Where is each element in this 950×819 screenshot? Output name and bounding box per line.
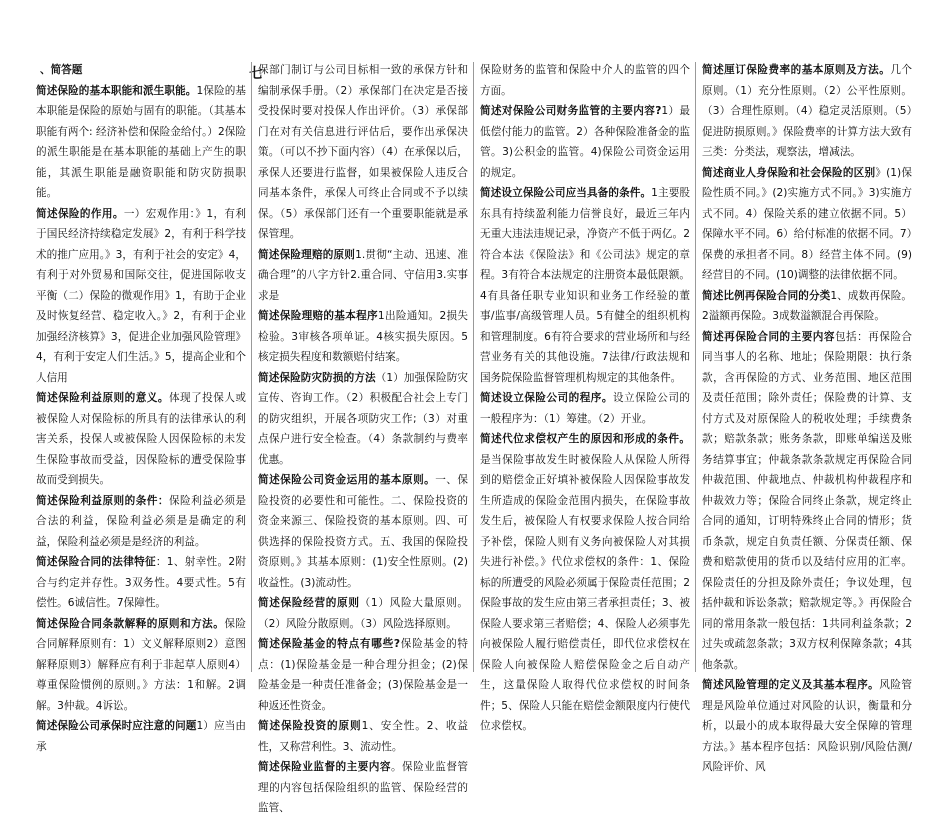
answer-text: 保险利益必须是合法的利益，保险利益必须是是确定的利益，保险利益必须是是经济的利益。	[36, 494, 246, 548]
document-page	[36, 60, 916, 814]
qa-paragraph	[36, 552, 246, 614]
question-text: 简述保险合同条款解释的原则和方法。	[36, 617, 225, 630]
question-text: 简述风险管理的定义及其基本程序。	[702, 679, 880, 691]
column-divider	[695, 62, 696, 672]
question-text: 简述保险利益原则的条件：	[36, 494, 169, 507]
qa-paragraph	[258, 593, 468, 634]
question-text: 简述保险的基本职能和派生职能。	[36, 84, 197, 97]
qa-paragraph	[702, 286, 912, 327]
answer-text: 一、保险投资的必要性和可能性。二、保险投资的资金来源三、保险投资的基本原则。四、可供选择的保险投资方式。五、我国的保险投资原则。》其基本原则：(1)安全性原则。(2)收益性。(3)流动性。	[258, 474, 468, 589]
qa-paragraph	[258, 306, 468, 368]
answer-text: （1）加强保险防灾宣传、咨询工作。（2）积极配合社会上专门的防灾组织，开展各项防灾工作;（3）对重点保户进行安全检查。（4）条款制约与费率优惠。	[258, 371, 468, 466]
qa-paragraph	[702, 60, 912, 163]
question-text: 简述比例再保险合同的分类	[702, 289, 831, 302]
section-heading: 、简答题	[40, 64, 83, 76]
question-text: 简述再保险合同的主要内容	[702, 330, 835, 343]
question-text: 简述保险基金的特点有哪些?	[258, 638, 401, 650]
qa-paragraph	[258, 60, 468, 245]
text-column-1	[36, 60, 246, 753]
qa-paragraph	[480, 101, 690, 183]
answer-text: 1、成数再保险。2溢额再保险。3成数溢额混合再保险。	[702, 289, 912, 322]
answer-text: 》(1)保险性质不同。》(2)实施方式不同。》3)实施方式不同。4）保险关系的建立依据不同。5）保障水平不同。6）给付标准的依据不同。7）保费的承担者不同。8）经营主体不同。(9)经营目的不同。(10)调整的法律依据不同。	[702, 166, 912, 281]
answer-text: 包括：再保险合同当事人的名称、地址；保险期限：执行条款，含再保险的方式、业务范围、地区范围及责任范围；除外责任；保险费的计算、支付方式及对原保险人的税收处理；手续费条款；赔款条款；账务条款，即账单编送及账务结算事宜；仲裁条款条款规定再保险合同仲裁范围、仲裁地点、仲裁机构仲裁程序和仲裁效力等；保险合同终止条款，规定终止合同的通知，订明特殊终止合同的情形；货币条款，规定自负责任额、分保责任额、保费和赔款使用的货币以及结付应用的汇率。保险责任的分担及除外责任；争议处理，包括仲裁和诉讼条款；赔款规定等。》再保险合同的常用条款一般包括：1共同利益条款；2过失或疏忽条款；3双方权利保障条款；4其他条款。	[702, 330, 912, 671]
qa-paragraph	[258, 368, 468, 471]
question-text: 简述保险经营的原则	[258, 597, 360, 609]
qa-paragraph	[480, 388, 690, 429]
answer-text: 一）宏观作用：》1，有利于国民经济持续稳定发展》2，有利于科学技术的推广应用。》3，有利于社会的安定》4，有利于对外贸易和国际交往，促进国际收支平衡（二）保险的微观作用》1，有助于企业及时恢复经营、稳定收入。》2，有利于企业加强经济核算》3，促进企业加强风险管理》4，有利于安定人们生活。》5，提高企业和个人信用	[36, 207, 246, 384]
answer-text: 1）应当由承	[36, 720, 246, 753]
qa-paragraph	[480, 429, 690, 737]
answer-text: 保险财务的监管和保险中介人的监管的四个方面。	[480, 64, 690, 97]
question-text: 简述保险防灾防损的方法	[258, 371, 376, 384]
qa-paragraph	[480, 183, 690, 388]
question-text: 简述商业人身保险和社会保险的区别	[702, 166, 876, 179]
question-text: 简述代位求偿权产生的原因和形成的条件。	[480, 433, 690, 445]
column-divider	[251, 62, 252, 672]
text-column-4	[702, 60, 912, 773]
qa-paragraph	[702, 675, 912, 778]
page-top-mark: 七	[249, 66, 263, 82]
answer-text: 风险管理是风险单位通过对风险的认识，衡量和分析，以最小的成本取得最大安全保障的管理方法。》基本程序包括：风险识别/风险估测/风险评价、风	[702, 679, 912, 773]
qa-paragraph	[36, 388, 246, 491]
qa-paragraph	[258, 470, 468, 593]
answer-text: 1.贯彻“主动、迅速、准确合理”的八字方针2.重合同、守信用3.实事求是	[258, 248, 468, 302]
qa-paragraph	[480, 60, 690, 101]
answer-text: 是当保险事故发生时被保险人从保险人所得到的赔偿金正好填补被保险人因保险事故发生所造成的保险金范围内损失，在保险事故发生后，被保险人有权要求保险人按合同给予补偿，保险人则有义务向被保险人对其损失进行补偿。》代位求偿权的条件：1、保险标的所遭受的风险必须属于保险责任范围；2保险事故的发生应由第三者承担责任；3、被保险人要求第三者赔偿；4、保险人必须事先向被保险人履行赔偿责任，即代位求偿权在保险人向被保险人赔偿保险金之后自动产生，这量保险人取得代位求偿权的时间条件；5、保险人只能在赔偿金额限度内行使代位求偿权。	[480, 453, 690, 732]
question-text: 简述保险投资的原则	[258, 720, 362, 732]
answer-text: 1出险通知。2损失检验。3审核各项单证。4核实损失原因。5核定损失程度和数额赔付结案。	[258, 310, 468, 363]
answer-text: 保险基金的特点：(1)保险基金是一种合理分担金；(2)保险基金是一种责任准备金；(3)保险基金是一种返还性资金。	[258, 638, 468, 712]
qa-paragraph	[258, 757, 468, 819]
question-text: 简述保险合同的法律特征	[36, 556, 156, 568]
answer-text: 1主要股东具有持续盈利能力信誉良好，最近三年内无重大违法违规记录，净资产不低于两亿。2符合本法《保险法》和《公司法》规定的章程。3有符合本法规定的注册资本最低限额。4有具备任职专业知识和业务工作经验的董事/监事/高级管理人员。5有健全的组织机构和管理制度。6有符合要求的营业场所和与经营业务有关的其他设施。7法律/行政法规和国务院保险监督管理机构规定的其他条件。	[480, 187, 690, 384]
question-text: 简述保险业监督的主要内容	[258, 761, 391, 773]
question-text: 简述设立保险公司的程序。	[480, 392, 613, 404]
qa-paragraph	[36, 491, 246, 553]
qa-paragraph	[702, 163, 912, 286]
answer-text: 保险合同解释原则有：1）文义解释原则2）意图解释原则3）解释应有利于非起草人原则4）尊重保险惯例的原则。》方法：1和解。2调解。3仲裁。4诉讼。	[36, 617, 246, 712]
answer-text: 1保险的基本职能是保险的原始与固有的职能。（其基本职能有两个: 经济补偿和保险金给付。）2保险的派生职能是在基本职能的基础上产生的职能，其派生职能是融资职能和防灾防损职能。	[36, 84, 246, 199]
qa-paragraph	[36, 614, 246, 717]
qa-paragraph	[258, 716, 468, 757]
qa-paragraph	[258, 634, 468, 716]
text-column-3	[480, 60, 690, 732]
question-text: 简述保险公司承保时应注意的问题	[36, 720, 197, 732]
answer-text: 体现了投保人或被保险人对保险标的所具有的法律承认的利害关系，投保人或被保险人因保险标的未发生保险事故而受益，因保险标的遭受保险事故而受到损失。	[36, 392, 246, 486]
question-text: 简述保险理赔的原则	[258, 248, 356, 261]
answer-text: 1、安全性。2、收益性，又称营利性。3、流动性。	[258, 720, 469, 753]
question-text: 简述保险理赔的基本程序	[258, 310, 378, 322]
answer-text: 设立保险公司的一般程序为：（1）筹建。（2）开业。	[480, 392, 690, 425]
answer-text: 1）最低偿付能力的监管。2）各种保险准备金的监管。3)公积金的监管。4)保险公司资金运用的规定。	[480, 105, 690, 179]
question-text: 简述厘订保险费率的基本原则及方法。	[702, 64, 891, 76]
qa-paragraph	[258, 245, 468, 307]
question-text: 简述保险利益原则的意义。	[36, 392, 169, 404]
column-divider	[473, 62, 474, 672]
question-text: 简述对保险公司财务监管的主要内容?	[480, 105, 662, 117]
qa-paragraph	[702, 327, 912, 676]
answer-text: （1）风险大量原则。（2）风险分散原则。（3）风险选择原则。	[258, 597, 468, 630]
answer-text: 几个原则。（1）充分性原则。（2）公平性原则。（3）合理性原则。（4）稳定灵活原则。（5）促进防损原则。》保险费率的计算方法大致有三类：分类法，观察法，增减法。	[702, 64, 912, 158]
answer-text: ：1、射幸性。2附合与约定并存性。3双务性。4要式性。5有偿性。6诚信性。7保障性。	[36, 556, 246, 609]
qa-paragraph	[36, 716, 246, 757]
qa-paragraph	[36, 81, 246, 204]
question-text: 简述保险的作用。	[36, 207, 124, 220]
question-text: 简述设立保险公司应当具备的条件。	[480, 187, 652, 199]
text-column-2	[258, 60, 469, 814]
question-text: 简述保险公司资金运用的基本原则。	[258, 474, 436, 486]
answer-text: 。保险业监督管理的内容包括保险组织的监管、保险经营的监管、	[258, 761, 468, 814]
answer-text: 保部门制订与公司目标相一致的承保方针和编制承保手册。（2）承保部门在决定是否接受投保时要对投保人作出评价。（3）承保部门在对有关信息进行评估后，要作出承保决策。（可以不抄下面内容）（4）在承保以后，承保人还要进行监督，如果被保险人违反合同基本条件，承保人可终止合同或不予以续保。（5）承保部门还有一个重要职能就是承保管理。	[258, 64, 468, 240]
qa-paragraph	[36, 204, 246, 389]
